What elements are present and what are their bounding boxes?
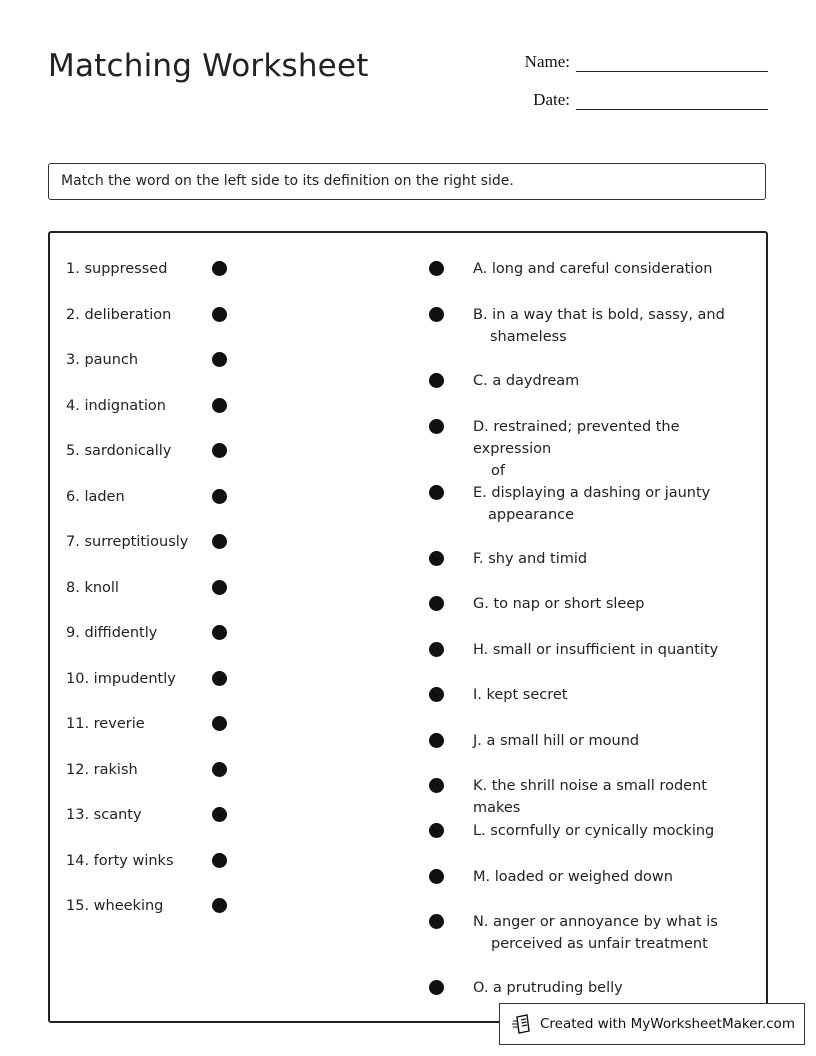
term-item: 8. knoll [66, 580, 119, 596]
definition-item [473, 482, 753, 526]
definition-item [473, 416, 753, 482]
term-item: 3. paunch [66, 352, 139, 368]
term-item: 12. rakish [66, 762, 138, 778]
term-item: 5. sardonically [66, 443, 172, 459]
definition-match-dot[interactable] [429, 778, 444, 793]
definition-match-dot[interactable] [429, 261, 444, 276]
term-item: 6. laden [66, 489, 125, 505]
definition-item [473, 684, 753, 706]
definition-text: D. restrained; prevented the expression [473, 419, 680, 457]
definition-match-dot[interactable] [429, 307, 444, 322]
definition-text-continued: shameless [490, 329, 567, 345]
definition-text: A. long and careful consideration [473, 261, 713, 277]
definition-item [473, 911, 753, 955]
definition-text: G. to nap or short sleep [473, 596, 645, 612]
definition-match-dot[interactable] [429, 733, 444, 748]
definition-item [473, 639, 753, 661]
term-match-dot[interactable] [212, 807, 227, 822]
definition-item [473, 866, 753, 888]
definition-item [473, 548, 753, 570]
definition-item [473, 304, 753, 348]
definition-text: I. kept secret [473, 687, 568, 703]
definition-match-dot[interactable] [429, 485, 444, 500]
term-item: 2. deliberation [66, 307, 172, 323]
definition-text: C. a daydream [473, 373, 580, 389]
term-item: 9. diffidently [66, 625, 158, 641]
term-match-dot[interactable] [212, 580, 227, 595]
name-field-line[interactable] [576, 53, 768, 72]
definition-match-dot[interactable] [429, 596, 444, 611]
term-match-dot[interactable] [212, 762, 227, 777]
term-item: 14. forty winks [66, 853, 174, 869]
definition-text: H. small or insufficient in quantity [473, 642, 719, 658]
term-match-dot[interactable] [212, 716, 227, 731]
name-label: Name: [524, 52, 570, 71]
term-match-dot[interactable] [212, 261, 227, 276]
definition-match-dot[interactable] [429, 419, 444, 434]
date-row [533, 90, 768, 110]
term-match-dot[interactable] [212, 534, 227, 549]
definition-match-dot[interactable] [429, 551, 444, 566]
term-match-dot[interactable] [212, 898, 227, 913]
definition-text: M. loaded or weighed down [473, 869, 673, 885]
definition-text: N. anger or annoyance by what is [473, 914, 718, 930]
instructions-box: Match the word on the left side to its definition on the right side. [48, 163, 766, 200]
definition-text: K. the shrill noise a small rodent makes [473, 778, 707, 816]
definition-text: B. in a way that is bold, sassy, and [473, 307, 725, 323]
definition-text: O. a prutruding belly [473, 980, 623, 996]
term-match-dot[interactable] [212, 398, 227, 413]
definition-text: F. shy and timid [473, 551, 588, 567]
definition-item [473, 258, 753, 280]
term-item: 11. reverie [66, 716, 145, 732]
definition-text-continued: of [491, 463, 505, 479]
definition-item [473, 730, 753, 752]
term-match-dot[interactable] [212, 853, 227, 868]
term-match-dot[interactable] [212, 671, 227, 686]
term-match-dot[interactable] [212, 352, 227, 367]
page-title: Matching Worksheet [48, 48, 369, 84]
term-item: 1. suppressed [66, 261, 168, 277]
date-field-line[interactable] [576, 91, 768, 110]
name-row [525, 52, 768, 72]
term-item: 15. wheeking [66, 898, 164, 914]
term-item: 13. scanty [66, 807, 142, 823]
footer-text: Created with MyWorksheetMaker.com [540, 1016, 795, 1032]
definition-match-dot[interactable] [429, 373, 444, 388]
term-match-dot[interactable] [212, 489, 227, 504]
definition-text: L. scornfully or cynically mocking [473, 823, 715, 839]
footer-credit[interactable] [499, 1003, 805, 1045]
definition-match-dot[interactable] [429, 687, 444, 702]
term-item: 10. impudently [66, 671, 176, 687]
definition-match-dot[interactable] [429, 642, 444, 657]
date-label: Date: [533, 90, 570, 109]
term-item: 7. surreptitiously [66, 534, 189, 550]
definition-match-dot[interactable] [429, 914, 444, 929]
definition-match-dot[interactable] [429, 980, 444, 995]
definition-match-dot[interactable] [429, 823, 444, 838]
term-match-dot[interactable] [212, 625, 227, 640]
definition-match-dot[interactable] [429, 869, 444, 884]
definition-text-continued: perceived as unfair treatment [491, 936, 708, 952]
definition-item [473, 775, 753, 819]
term-item: 4. indignation [66, 398, 166, 414]
term-match-dot[interactable] [212, 443, 227, 458]
definition-item [473, 977, 753, 999]
definition-text: J. a small hill or mound [473, 733, 640, 749]
definition-item [473, 820, 753, 842]
worksheet-maker-logo-icon [512, 1013, 534, 1035]
definition-text-continued: appearance [488, 507, 575, 523]
definition-text: E. displaying a dashing or jaunty [473, 485, 711, 501]
term-match-dot[interactable] [212, 307, 227, 322]
definition-item [473, 593, 753, 615]
definition-item [473, 370, 753, 392]
